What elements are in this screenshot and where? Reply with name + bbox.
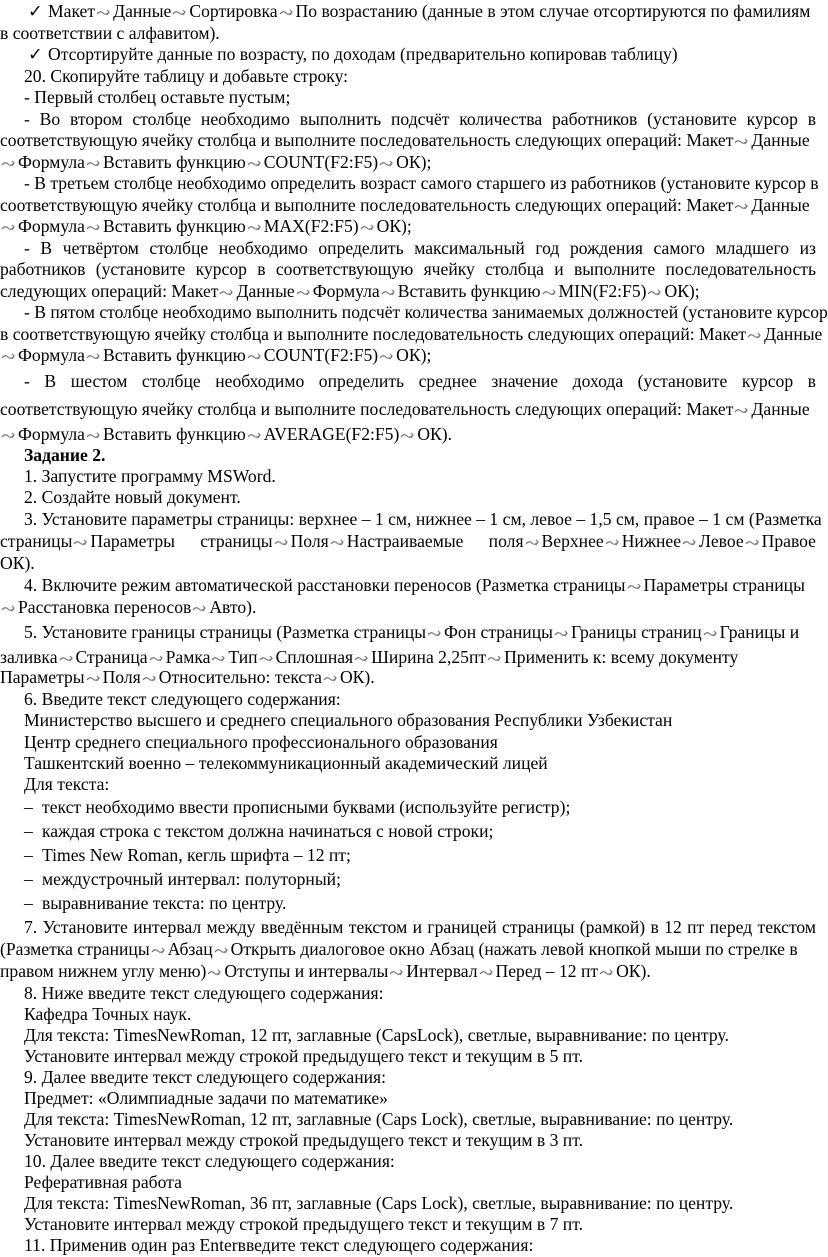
doc-text: Верхнее [541,531,604,551]
list-item [0,844,816,866]
doc-text: 11. Применив один раз Enterвведите текст следующего содержания: [24,1235,534,1255]
arrow-icon [1,159,17,169]
doc-text: 4. Включите режим автоматической расстановки переносов (Разметка страницы [24,575,626,595]
arrow-icon [86,223,102,233]
doc-text: Нижнее [621,531,682,551]
doc-text: Параметры страницы [643,575,805,595]
doc-text: заливка [0,647,58,667]
arrow-icon [211,654,227,664]
doc-text: 9. Далее введите текст следующего содержания: [24,1067,387,1087]
arrow-icon [330,538,346,548]
doc-text: Параметры страницы [90,531,273,551]
doc-text: Данные [113,1,172,21]
doc-text: Задание 2. [24,445,106,465]
doc-text: AVERAGE(F2:F5) [263,424,400,444]
doc-line [0,1129,816,1151]
doc-text: 3. Установите параметры страницы: верхнее – 1 см, нижнее – 1 см, левое – 1,5 см, правое – 1 см (Разметка [24,509,822,529]
doc-text: Вставить функцию [102,424,246,444]
doc-text: 1. Запустите программу MSWord. [24,466,276,486]
doc-text: в соответствующую ячейку столбца и выполните последовательность следующих операций: Макет [0,324,747,344]
doc-text: ОК); [664,281,700,301]
arrow-icon [599,968,615,978]
doc-text: страницы [0,531,73,551]
arrow-icon [219,288,235,298]
doc-text: Для текста: TimesNewRoman, 12 пт, заглавные (CapsLock), светлые, выравнивание: по центру. [24,1025,729,1045]
doc-text: Предмет: «Олимпиадные задачи по математике» [24,1088,388,1108]
doc-text: 10. Далее введите текст следующего содержания: [24,1151,395,1171]
dash-bullet-icon: – [24,821,33,841]
arrow-icon [247,223,263,233]
doc-text: ОК). [339,667,375,687]
doc-text: Интервал [406,961,478,981]
doc-text: Вставить функцию [102,152,246,172]
doc-line [0,129,816,151]
doc-line [0,574,816,596]
doc-line [0,688,816,710]
doc-text: Данные [764,324,823,344]
doc-text: Установите интервал между строкой предыдущего текст и текущим в 7 пт. [24,1214,583,1234]
doc-text: - В третьем столбце необходимо определить возраст самого старшего из работников (установите курсор в [24,173,819,193]
doc-text: Формула [18,424,85,444]
doc-text: в соответствии с алфавитом). [0,23,220,43]
doc-text: Установите интервал между строкой предыдущего текст и текущим в 3 пт. [24,1130,583,1150]
doc-text: Применить к: всему документу [504,647,739,667]
arrow-icon [214,946,230,956]
arrow-icon [86,159,102,169]
doc-text: Относительно: текста [158,667,322,687]
doc-line [0,301,828,323]
arrow-icon [734,202,750,212]
doc-text: MAX(F2:F5) [263,216,359,236]
doc-text: - В четвёртом столбце необходимо определить максимальный год рождения самого младшего из [24,238,816,258]
arrow-icon [605,538,621,548]
arrow-icon [151,946,167,956]
doc-line [0,530,816,552]
doc-text: Формула [18,152,85,172]
arrow-icon [172,8,188,18]
doc-text: ОК). [0,553,35,573]
doc-line [0,172,819,194]
doc-text: междустрочный интервал: полуторный; [42,869,341,889]
doc-line [0,1066,816,1088]
doc-text: Поля [102,667,141,687]
doc-text: Границы и [719,622,800,642]
arrow-icon [479,968,495,978]
doc-text: Для текста: TimesNewRoman, 36 пт, заглавные (Caps Lock), светлые, выравнивание: по центру. [24,1193,734,1213]
arrow-icon [627,582,643,592]
arrow-icon [400,431,416,441]
doc-line [0,938,816,960]
arrow-icon [360,223,376,233]
doc-text: правом нижнем углу меню) [0,961,207,981]
doc-text: Центр среднего специального профессионального образования [24,732,498,752]
doc-text: Реферативная работа [24,1172,182,1192]
doc-line [0,237,816,259]
doc-text: Границы страниц [570,622,702,642]
list-item [0,820,816,842]
doc-text: ОК); [396,152,432,172]
arrow-icon [279,8,295,18]
doc-text: Сортировка [189,1,278,21]
doc-line [0,773,816,795]
arrow-icon [354,654,370,664]
arrow-icon [1,223,17,233]
doc-text: По возрастанию (данные в этом случае отсортируются по фамилиям [295,1,811,21]
doc-text: текст необходимо ввести прописными буквами (используйте регистр); [42,797,571,817]
doc-text: Настраиваемые поля [346,531,524,551]
list-item [0,796,816,818]
doc-line [0,1234,816,1256]
arrow-icon [192,604,208,614]
doc-text: Тип [228,647,258,667]
doc-line [0,960,816,982]
doc-line [0,666,816,688]
arrow-icon [703,629,719,639]
doc-line [0,1150,816,1172]
doc-line [0,1108,816,1130]
arrow-icon [86,431,102,441]
doc-line [0,398,816,420]
doc-line [0,344,816,366]
doc-line [0,486,816,508]
arrow-icon [274,538,290,548]
arrow-icon [247,431,263,441]
doc-text: Абзац [167,939,213,959]
doc-text: Данные [751,195,810,215]
arrow-icon [86,352,102,362]
doc-text: Перед – 12 пт [495,961,599,981]
doc-text: - Первый столбец оставьте пустым; [24,87,291,107]
doc-text: Ташкентский военно – телекоммуникационный академический лицей [24,753,548,773]
doc-line [0,280,816,302]
checkmark-icon: ✓ [28,1,43,21]
dash-bullet-icon: – [24,893,33,913]
arrow-icon [682,538,698,548]
doc-text: COUNT(F2:F5) [263,152,379,172]
doc-line [0,621,816,643]
doc-text: Расстановка переносов [18,597,192,617]
doc-line [0,508,822,530]
doc-line [0,752,816,774]
doc-line [0,108,816,130]
doc-text: - В шестом столбце необходимо определить среднее значение дохода (установите курсор в [24,371,816,391]
doc-line [0,1213,816,1235]
doc-text: соответствующую ячейку столбца и выполните последовательность следующих операций: Макет [0,195,734,215]
doc-line [0,1024,816,1046]
doc-line [0,370,816,392]
list-item [0,868,816,890]
doc-line [0,709,816,731]
doc-text: ОК); [396,345,432,365]
doc-line [0,982,816,1004]
doc-text: Открыть диалоговое окно Абзац (нажать левой кнопкой мыши по стрелке в [230,939,798,959]
arrow-icon [487,654,503,664]
doc-line [0,194,816,216]
doc-text: Макет [48,1,96,21]
doc-text: соответствующую ячейку столбца и выполните последовательность следующих операций: Макет [0,130,734,150]
doc-text: Рамка [165,647,211,667]
arrow-icon [149,654,165,664]
doc-text: каждая строка с текстом должна начинаться с новой строки; [42,821,494,841]
doc-text: 6. Введите текст следующего содержания: [24,689,341,709]
doc-text: Данные [751,399,810,419]
arrow-icon [647,288,663,298]
doc-text: Вставить функцию [397,281,541,301]
doc-text: - Во втором столбце необходимо выполнить подсчёт количества работников (установите курсор в [24,109,816,129]
doc-line [0,0,816,22]
arrow-icon [734,406,750,416]
arrow-icon [542,288,558,298]
doc-line [0,646,816,668]
checkmark-icon: ✓ [28,44,43,64]
doc-line [0,552,816,574]
doc-text: следующих операций: Макет [0,281,219,301]
doc-line [0,1087,816,1109]
arrow-icon [745,538,761,548]
doc-text: Левое [699,531,744,551]
arrow-icon [381,288,397,298]
doc-line [0,465,816,487]
doc-text: 20. Скопируйте таблицу и добавьте строку: [24,66,349,86]
doc-line [0,22,816,44]
doc-text: Сплошная [275,647,354,667]
doc-text: Кафедра Точных наук. [24,1004,192,1024]
doc-line [0,596,816,618]
arrow-icon [379,159,395,169]
doc-text: Данные [236,281,295,301]
doc-text: Поля [290,531,329,551]
doc-text: Данные [751,130,810,150]
doc-text: Формула [312,281,380,301]
arrow-icon [86,674,102,684]
arrow-icon [259,654,275,664]
doc-line [0,1045,816,1067]
doc-text: соответствующую ячейку столбца и выполните последовательность следующих операций: Макет [0,399,734,419]
doc-line [0,916,816,938]
arrow-icon [525,538,541,548]
arrow-icon [247,159,263,169]
doc-text: Для текста: TimesNewRoman, 12 пт, заглавные (Caps Lock), светлые, выравнивание: по центру. [24,1109,734,1129]
doc-text: Вставить функцию [102,345,246,365]
arrow-icon [389,968,405,978]
doc-text: 2. Создайте новый документ. [24,487,241,507]
section-heading [0,444,816,466]
doc-text: работников (установите курсор в соответствующую ячейку столбца и выполните последовательность [0,259,816,279]
doc-text: Отступы и интервалы [224,961,389,981]
doc-text: 5. Установите границы страницы (Разметка страницы [24,622,427,642]
arrow-icon [96,8,112,18]
doc-line [0,1003,816,1025]
doc-line [0,731,816,753]
arrow-icon [1,352,17,362]
arrow-icon [59,654,75,664]
doc-text: Параметры [0,667,85,687]
doc-text: Отсортируйте данные по возрасту, по доходам (предварительно копировав таблицу) [48,44,678,64]
arrow-icon [296,288,312,298]
doc-text: 8. Ниже введите текст следующего содержания: [24,983,384,1003]
doc-line [0,1171,816,1193]
doc-line [0,323,823,345]
doc-text: Установите интервал между строкой предыдущего текст и текущим в 5 пт. [24,1046,583,1066]
doc-text: Страница [75,647,148,667]
doc-line [0,65,816,87]
arrow-icon [142,674,158,684]
doc-text: - В пятом столбце необходимо выполнить подсчёт количества занимаемых должностей (установите курсор [24,302,828,322]
doc-text: ОК); [376,216,412,236]
doc-text: Формула [18,345,85,365]
doc-text: Вставить функцию [102,216,246,236]
arrow-icon [734,137,750,147]
doc-text: Фон страницы [444,622,553,642]
doc-text: COUNT(F2:F5) [263,345,379,365]
doc-text: выравнивание текста: по центру. [42,893,287,913]
doc-text: 7. Установите интервал между введённым текстом и границей страницы (рамкой) в 12 пт перед текстом [24,917,816,937]
doc-text: Авто). [209,597,257,617]
doc-line [0,258,816,280]
arrow-icon [1,604,17,614]
doc-text: Ширина 2,25пт [371,647,487,667]
arrow-icon [207,968,223,978]
doc-text: MIN(F2:F5) [558,281,647,301]
arrow-icon [73,538,89,548]
doc-text: Для текста: [24,774,110,794]
doc-text: (Разметка страницы [0,939,150,959]
doc-line [0,86,816,108]
arrow-icon [247,352,263,362]
doc-line [0,215,816,237]
doc-text: ОК). [616,961,651,981]
arrow-icon [1,431,17,441]
doc-line [0,1192,816,1214]
arrow-icon [554,629,570,639]
doc-line [0,151,816,173]
dash-bullet-icon: – [24,869,33,889]
arrow-icon [379,352,395,362]
doc-text: Правое [761,531,816,551]
doc-line [0,423,816,445]
dash-bullet-icon: – [24,797,33,817]
arrow-icon [323,674,339,684]
arrow-icon [427,629,443,639]
list-item [0,892,816,914]
doc-text: Формула [18,216,85,236]
doc-text: Министерство высшего и среднего специального образования Республики Узбекистан [24,710,673,730]
arrow-icon [747,331,763,341]
dash-bullet-icon: – [24,845,33,865]
doc-text: Times New Roman, кегль шрифта – 12 пт; [42,845,351,865]
doc-text: ОК). [417,424,453,444]
doc-line [0,43,816,65]
